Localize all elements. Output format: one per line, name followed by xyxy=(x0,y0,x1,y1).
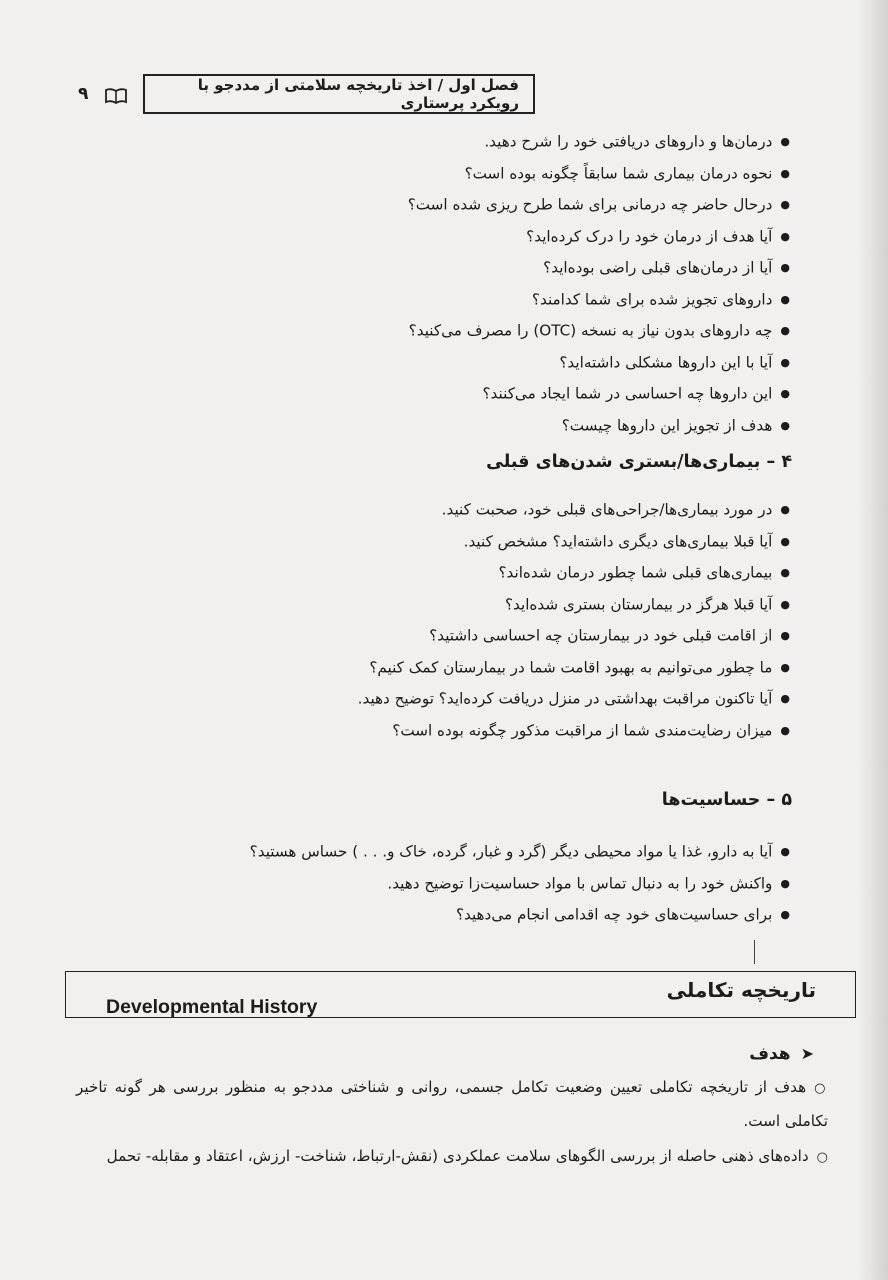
list-item: ●درحال حاضر چه درمانی برای شما طرح ریزی شده است؟ xyxy=(408,189,790,221)
list-item: ●آیا قبلا بیماری‌های دیگری داشته‌اید؟ مشخص کنید. xyxy=(358,526,790,558)
bullet-icon: ● xyxy=(780,229,790,243)
list-item: ●هدف از تجویز این داروها چیست؟ xyxy=(408,410,790,442)
medication-question-list xyxy=(408,126,790,441)
list-item: ●آیا قبلا هرگز در بیمارستان بستری شده‌اید؟ xyxy=(358,589,790,621)
bullet-icon: ● xyxy=(780,534,790,548)
section-5-title: ۵ – حساسیت‌ها xyxy=(661,790,792,810)
divider xyxy=(754,940,755,964)
page-number: ۹ xyxy=(78,84,89,104)
goal-paragraph-1: ○هدف از تاریخچه تکاملی تعیین وضعیت تکامل جسمی، روانی و شناختی مددجو به منظور بررسی هر گونه تاخیر تکاملی است. xyxy=(76,1078,828,1130)
bullet-icon: ● xyxy=(780,629,790,642)
circle-bullet-icon: ○ xyxy=(816,1150,828,1165)
section-4-title: ۴ – بیماری‌ها/بستری شدن‌های قبلی xyxy=(486,452,792,472)
bullet-icon: ● xyxy=(780,692,790,705)
list-item: ●چه داروهای بدون نیاز به نسخه (OTC) را مصرف می‌کنید؟ xyxy=(408,315,790,347)
bullet-icon: ● xyxy=(780,660,790,674)
list-item: ●بیماری‌های قبلی شما چطور درمان شده‌اند؟ xyxy=(358,557,790,589)
bullet-icon: ● xyxy=(780,261,790,274)
goal-paragraph-2: ○داده‌های ذهنی حاصله از بررسی الگوهای سلامت عملکردی (نقش-ارتباط، شناخت- ارزش، اعتقاد و مقابله- تحمل xyxy=(106,1147,828,1165)
list-item: ●میزان رضایت‌مندی شما از مراقبت مذکور چگونه بوده است؟ xyxy=(358,715,790,747)
bullet-icon: ● xyxy=(780,876,790,890)
list-item: ●داروهای تجویز شده برای شما کدامند؟ xyxy=(408,284,790,316)
list-item: ●از اقامت قبلی خود در بیمارستان چه احساسی داشتید؟ xyxy=(358,620,790,652)
bullet-icon: ● xyxy=(780,845,790,858)
chapter-header-title: فصل اول / اخذ تاریخچه سلامتی از مددجو با رویکرد پرستاری xyxy=(197,76,519,112)
list-item: ●درمان‌ها و داروهای دریافتی خود را شرح دهید. xyxy=(408,126,790,158)
bullet-icon: ● xyxy=(780,566,790,579)
circle-bullet-icon: ○ xyxy=(814,1081,828,1096)
list-item: ●آیا به دارو، غذا یا مواد محیطی دیگر (گرد و غبار، گرده، خاک و. . . ) حساس هستید؟ xyxy=(250,836,790,868)
list-item: ●آیا تاکنون مراقبت بهداشتی در منزل دریافت کرده‌اید؟ توضیح دهید. xyxy=(358,683,790,715)
developmental-history-title-fa: تاریخچه تکاملی xyxy=(666,978,816,1002)
bullet-icon: ● xyxy=(780,723,790,737)
page-edge-shadow xyxy=(858,0,888,1280)
bullet-icon: ● xyxy=(780,503,790,516)
bullet-icon: ● xyxy=(780,387,790,400)
list-item: ●برای حساسیت‌های خود چه اقدامی انجام می‌دهید؟ xyxy=(250,899,790,931)
bullet-icon: ● xyxy=(780,166,790,180)
chapter-header xyxy=(143,74,535,114)
book-icon xyxy=(104,88,128,104)
bullet-icon: ● xyxy=(780,135,790,148)
bullet-icon: ● xyxy=(780,198,790,211)
list-item: ●در مورد بیماری‌ها/جراحی‌های قبلی خود، صحبت کنید. xyxy=(358,494,790,526)
list-item: ●آیا از درمان‌های قبلی راضی بوده‌اید؟ xyxy=(408,252,790,284)
list-item: ●آیا هدف از درمان خود را درک کرده‌اید؟ xyxy=(408,221,790,253)
previous-illness-list xyxy=(358,494,790,746)
developmental-history-title-en: Developmental History xyxy=(106,996,318,1018)
bullet-icon: ● xyxy=(780,597,790,611)
list-item: ●ما چطور می‌توانیم به بهبود اقامت شما در بیمارستان کمک کنیم؟ xyxy=(358,652,790,684)
list-item: ●آیا با این داروها مشکلی داشته‌اید؟ xyxy=(408,347,790,379)
bullet-icon: ● xyxy=(780,324,790,337)
allergy-question-list xyxy=(250,836,790,931)
bullet-icon: ● xyxy=(780,418,790,432)
list-item: ●نحوه درمان بیماری شما سابقاً چگونه بوده است؟ xyxy=(408,158,790,190)
list-item: ●واکنش خود را به دنبال تماس با مواد حساسیت‌زا توضیح دهید. xyxy=(250,868,790,900)
goal-heading: ➤هدف xyxy=(749,1044,814,1064)
bullet-icon: ● xyxy=(780,908,790,921)
arrow-icon: ➤ xyxy=(800,1044,814,1063)
list-item: ●این داروها چه احساسی در شما ایجاد می‌کنند؟ xyxy=(408,378,790,410)
bullet-icon: ● xyxy=(780,292,790,306)
bullet-icon: ● xyxy=(780,355,790,369)
